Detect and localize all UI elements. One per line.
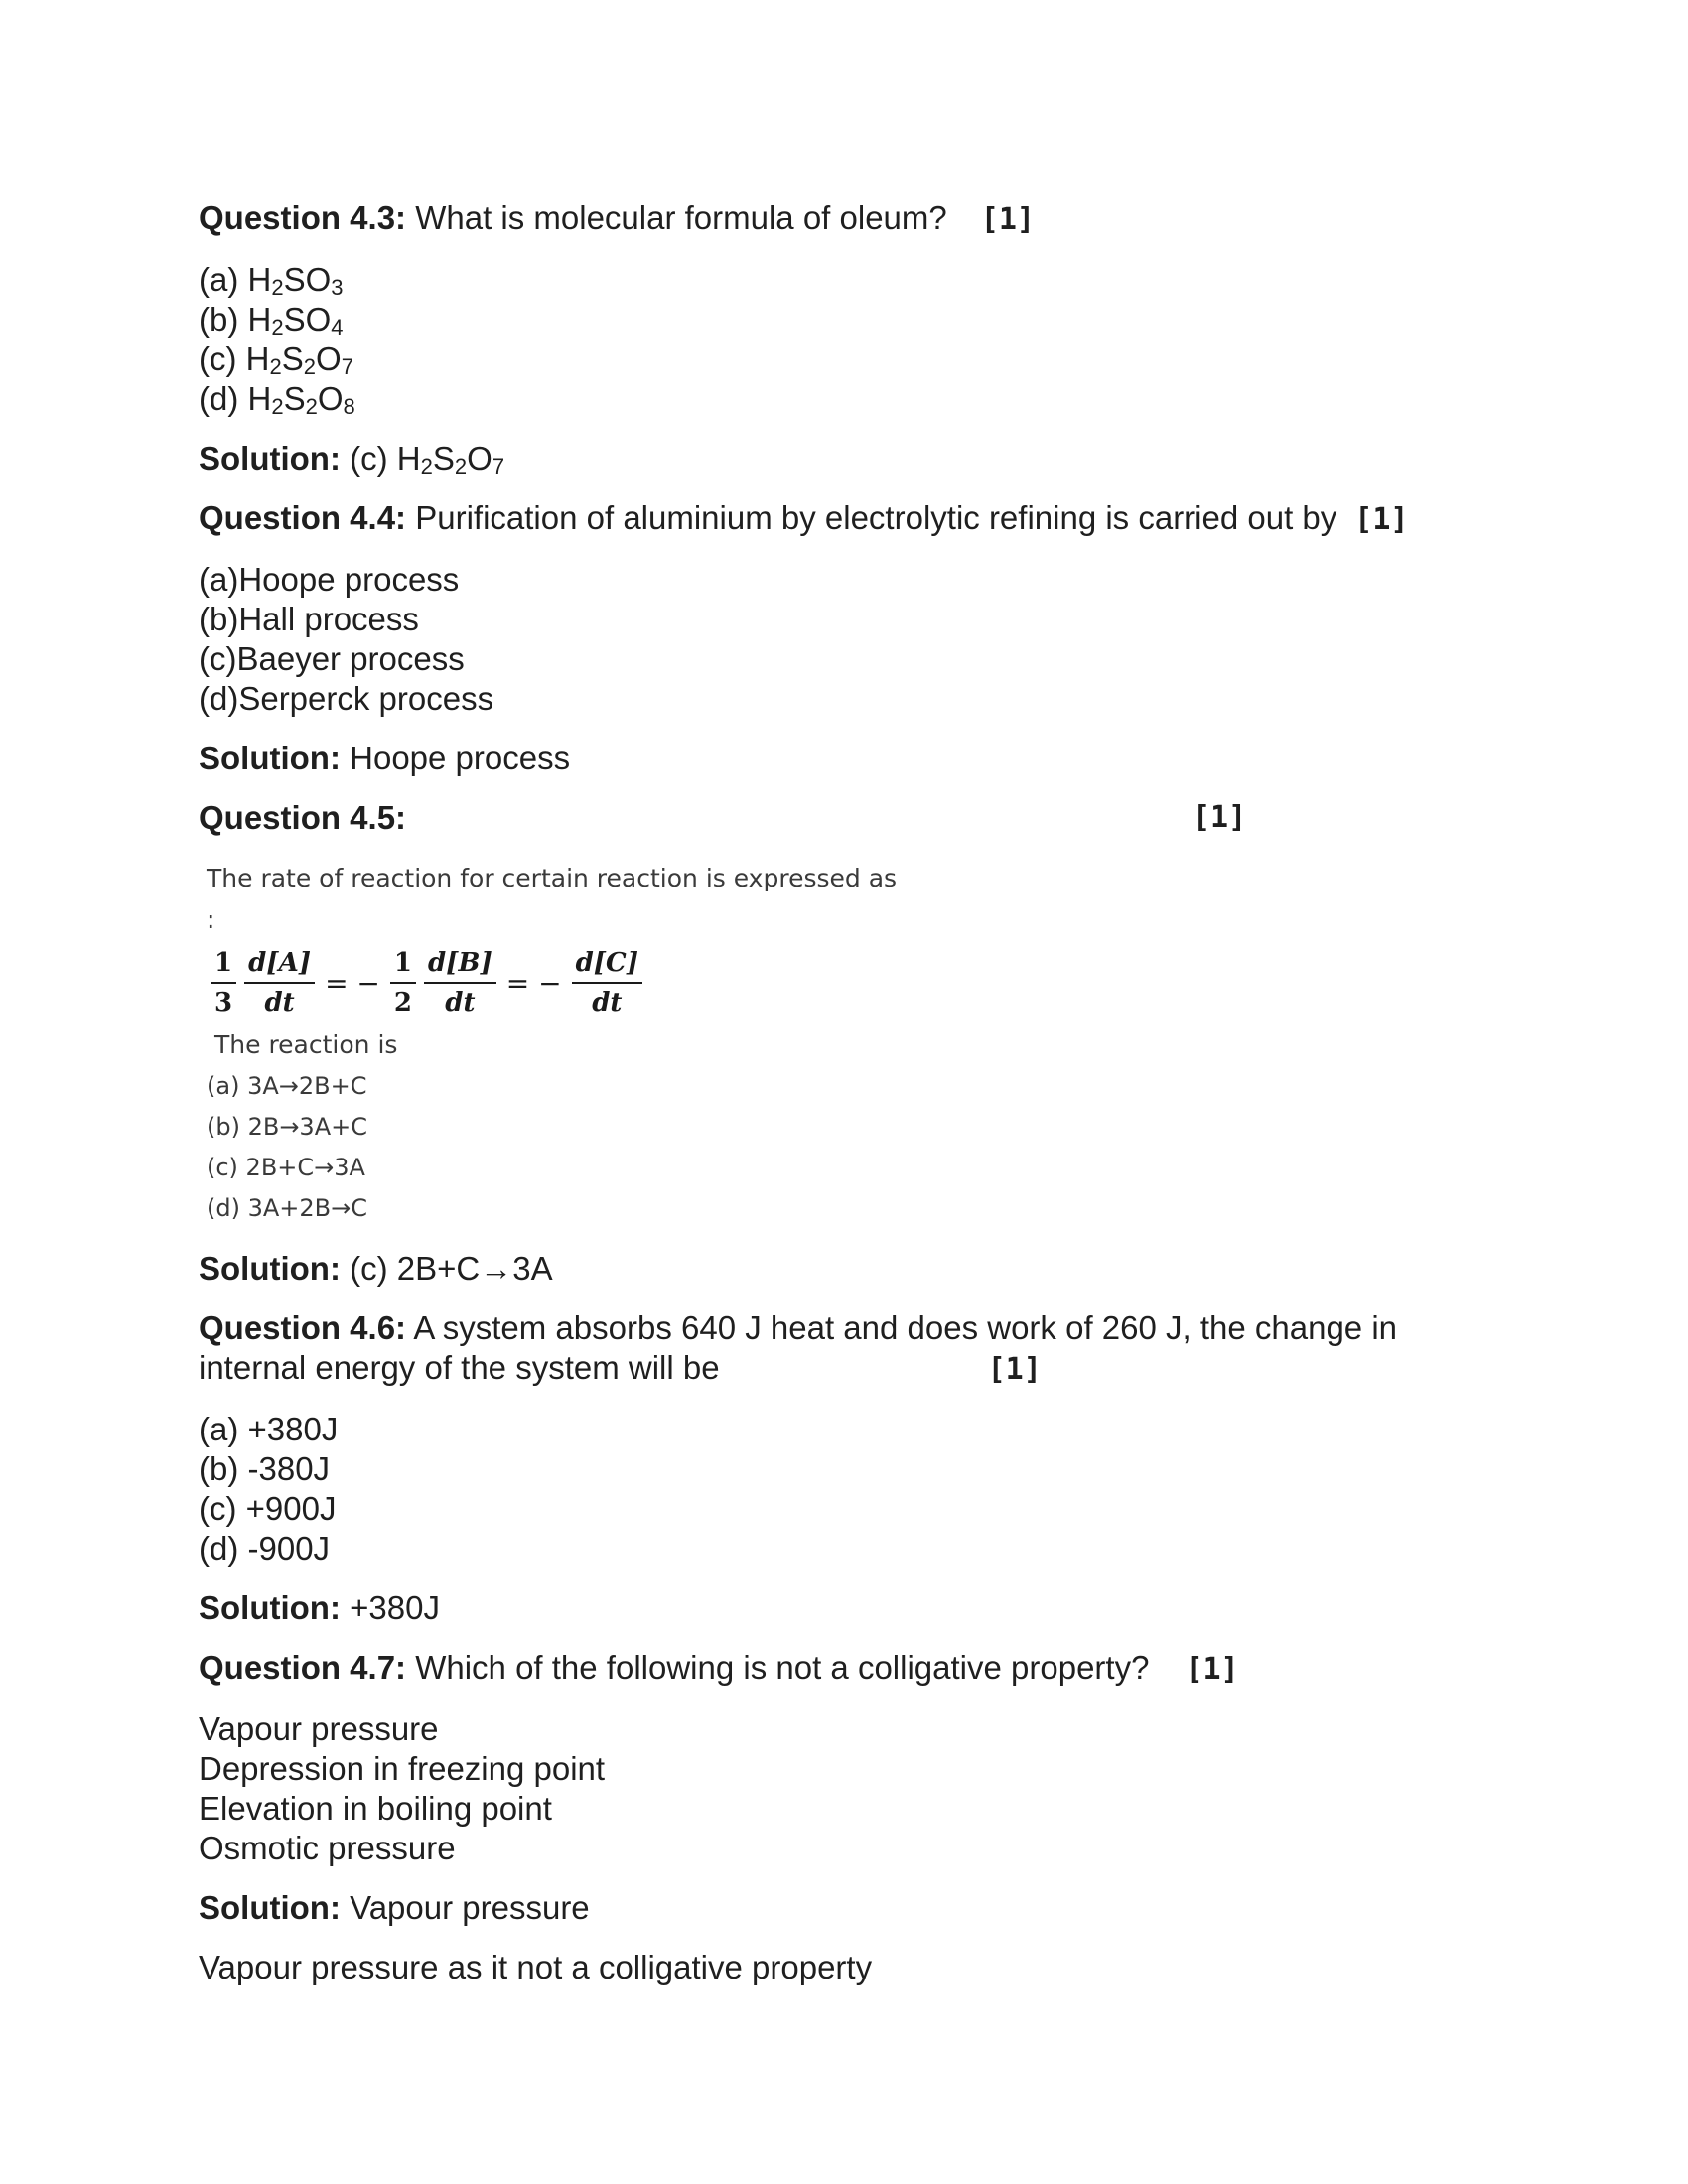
question-text: Purification of aluminium by electrolytic refining is carried out by — [406, 499, 1337, 536]
question-4-7-solution — [199, 1888, 1489, 1928]
fraction-one-third — [211, 946, 236, 1020]
option-1: Vapour pressure — [199, 1710, 439, 1747]
question-4-7-options — [199, 1709, 1489, 1868]
denominator: 2 — [393, 988, 412, 1018]
question-text: Which of the following is not a colligative property? — [406, 1649, 1150, 1686]
numerator: d[A] — [248, 948, 312, 978]
option-d: (d)Serperck process — [199, 680, 494, 717]
option-3: Elevation in boiling point — [199, 1790, 552, 1827]
question-4-4-solution — [199, 739, 1489, 778]
solution-prefix: (c) — [340, 440, 397, 477]
fraction-dB-dt — [424, 946, 496, 1020]
marks-badge: [1] — [1185, 1652, 1239, 1687]
question-4-5-image — [207, 858, 902, 1229]
question-text-line2-wrap — [199, 1348, 1489, 1390]
option-a: (a) $H_2SO_3$ — [199, 261, 344, 300]
denominator: dt — [592, 988, 623, 1018]
question-text: What is molecular formula of oleum? — [406, 200, 947, 236]
denominator: dt — [264, 988, 295, 1018]
fraction-dC-dt — [572, 946, 642, 1020]
fraction-one-half — [390, 946, 416, 1020]
solution-text: Hoope process — [340, 740, 571, 776]
option-c: (c) +900J — [199, 1490, 337, 1527]
image-intro-text: The rate of reaction for certain reaction is expressed as : — [207, 864, 898, 934]
question-4-5-solution — [199, 1249, 1489, 1289]
question-4-5-heading — [199, 798, 1489, 838]
option-d: (d) 3A+2B→C — [207, 1194, 367, 1222]
question-4-6-solution — [199, 1588, 1489, 1628]
option-a: (a)Hoope process — [199, 561, 460, 598]
question-4-6-heading — [199, 1308, 1489, 1390]
question-4-6-options — [199, 1410, 1489, 1569]
denominator: 3 — [214, 988, 233, 1018]
image-options — [207, 1066, 902, 1229]
option-a: (a) +380J — [199, 1411, 339, 1447]
numerator: d[C] — [575, 948, 639, 978]
question-text-line2: internal energy of the system will be — [199, 1349, 720, 1386]
question-4-4-options — [199, 560, 1489, 719]
question-label: Question 4.4: — [199, 499, 407, 536]
equals-minus: = − — [325, 966, 380, 1000]
numerator: 1 — [390, 946, 416, 984]
question-4-7-explanation: Vapour pressure as it not a colligative property — [199, 1949, 873, 1985]
question-label: Question 4.5: — [199, 799, 407, 836]
option-b: (b)Hall process — [199, 601, 419, 637]
question-label: Question 4.3: — [199, 200, 407, 236]
denominator: dt — [445, 988, 476, 1018]
marks-badge: [1] — [980, 203, 1035, 237]
question-label: Question 4.6: — [199, 1309, 407, 1346]
option-d: (d) $H_2S_2O_8$ — [199, 380, 355, 419]
option-2: Depression in freezing point — [199, 1750, 606, 1787]
numerator: d[B] — [427, 948, 492, 978]
solution-label: Solution: — [199, 740, 341, 776]
question-4-3-options — [199, 260, 1489, 419]
question-4-3-heading — [199, 199, 1489, 240]
question-text-line1: A system absorbs 640 J heat and does work of 260 J, the change in — [406, 1309, 1398, 1346]
option-b: (b) -380J — [199, 1450, 331, 1487]
solution-label: Solution: — [199, 1250, 341, 1287]
solution-text: +380J — [340, 1589, 440, 1626]
question-4-7-heading — [199, 1648, 1489, 1690]
image-reaction-text: The reaction is — [214, 1030, 398, 1059]
question-4-3-solution — [199, 439, 1489, 478]
option-c: (c)Baeyer process — [199, 640, 465, 677]
question-4-4-heading — [199, 498, 1489, 540]
option-b: (b) 2B→3A+C — [207, 1113, 367, 1141]
numerator: 1 — [211, 946, 236, 984]
document-page — [199, 199, 1489, 2007]
solution-label: Solution: — [199, 440, 341, 477]
solution-label: Solution: — [199, 1889, 341, 1926]
option-d: (d) -900J — [199, 1530, 331, 1567]
rate-equation — [207, 941, 902, 1024]
option-a: (a) 3A→2B+C — [207, 1072, 367, 1100]
marks-badge: [1] — [987, 1352, 1042, 1387]
fraction-dA-dt — [244, 946, 315, 1020]
solution-formula: $H_2S_2O_7$ — [396, 440, 505, 478]
marks-badge: [1] — [1354, 502, 1409, 537]
solution-label: Solution: — [199, 1589, 341, 1626]
option-c: (c) $H_2S_2O_7$ — [199, 341, 353, 379]
marks-badge: [1] — [1193, 800, 1247, 835]
question-label: Question 4.7: — [199, 1649, 407, 1686]
equals-minus: = − — [505, 966, 562, 1000]
option-4: Osmotic pressure — [199, 1830, 456, 1866]
option-c: (c) 2B+C→3A — [207, 1154, 365, 1181]
solution-text: (c) 2B+C→3A — [340, 1250, 553, 1287]
option-b: (b) $H_2SO_4$ — [199, 301, 344, 340]
solution-text: Vapour pressure — [340, 1889, 590, 1926]
